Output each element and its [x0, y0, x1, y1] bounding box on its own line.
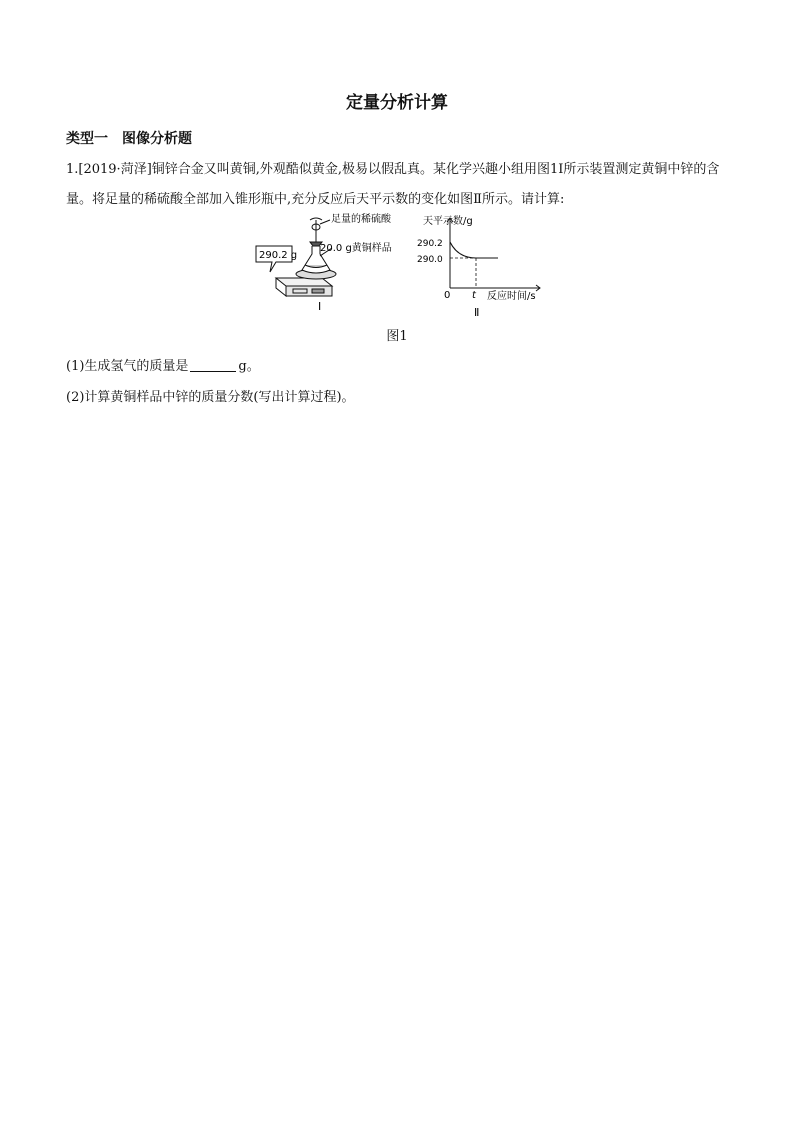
line-chart — [447, 218, 540, 291]
y-axis — [447, 218, 453, 288]
acid-label: 足量的稀硫酸 — [331, 214, 391, 225]
q1-prefix: (1)生成氢气的质量是 — [66, 359, 189, 374]
figure-1 — [240, 210, 560, 326]
q1-answer-blank[interactable] — [190, 357, 236, 372]
question-2: (2)计算黄铜样品中锌的质量分数(写出计算过程)。 — [66, 390, 355, 405]
graph-t-label: t — [472, 290, 476, 301]
question-1 — [66, 352, 736, 382]
problem-text: 1.[2019·菏泽]铜锌合金又叫黄铜,外观酷似黄金,极易以假乱真。某化学兴趣小组用图1Ⅰ所示装置测定黄铜中锌的含量。将足量的稀硫酸全部加入锥形瓶中,充分反应后天平示数的变化如图Ⅱ所示。请计算: — [66, 162, 720, 207]
y-tick-290-2: 290.2 — [417, 239, 443, 249]
series-line — [450, 242, 498, 258]
sample-label: 20.0 g黄铜样品 — [320, 243, 392, 254]
graph-ylabel: 天平示数/g — [423, 216, 473, 227]
page-title: 定量分析计算 — [346, 93, 448, 113]
graph-xlabel: 反应时间/s — [487, 291, 536, 302]
figure-svg — [240, 210, 560, 322]
y-tick-290-0: 290.0 — [417, 255, 443, 265]
figure-roman-2: Ⅱ — [474, 306, 480, 319]
section-heading — [66, 128, 192, 148]
q1-suffix: g。 — [238, 359, 260, 374]
figure-roman-1: Ⅰ — [318, 300, 322, 313]
section-name: 图像分析题 — [122, 131, 192, 147]
section-label: 类型一 — [66, 131, 108, 147]
scale-reading: 290.2 g — [259, 250, 298, 261]
graph-origin: 0 — [444, 290, 451, 301]
figure-caption: 图1 — [386, 329, 408, 344]
